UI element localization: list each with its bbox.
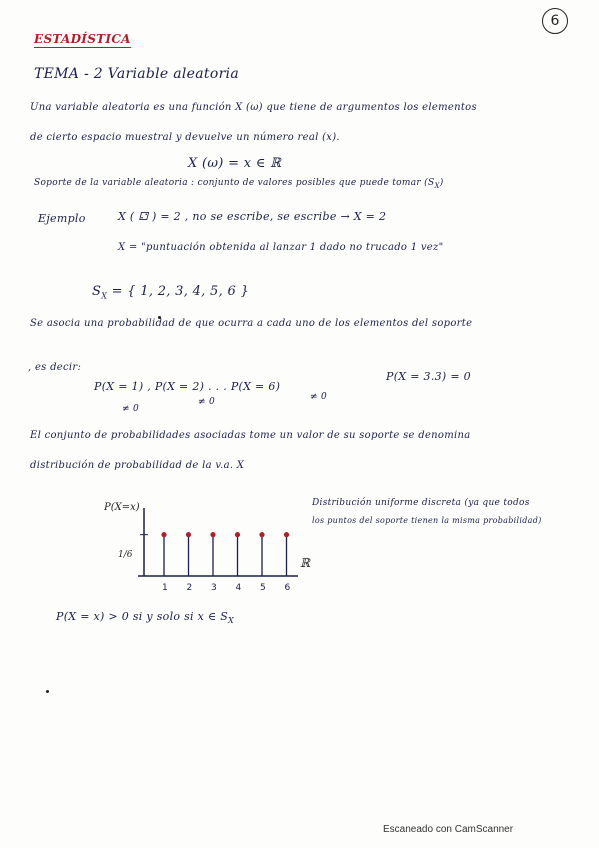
paragraph3-line1: El conjunto de probabilidades asociadas tome un valor de su soporte se denomina xyxy=(30,430,471,441)
soporte-definition: Soporte de la variable aleatoria : conjunto de valores posibles que puede tomar $(S_X)$ xyxy=(34,178,444,190)
distribution-plot xyxy=(100,498,330,598)
x-tick-label-4: 4 xyxy=(235,583,242,593)
soporte-definition-end: ) xyxy=(439,178,444,188)
scanner-footer: Escaneado con CamScanner xyxy=(383,824,514,835)
point-1 xyxy=(161,532,166,537)
not-zero-mark-3: ≠ 0 xyxy=(310,392,328,402)
support-set: $S_X$ = { 1, 2, 3, 4, 5, 6 } xyxy=(92,284,250,301)
probability-zero: P(X = 3.3) = 0 xyxy=(386,370,471,383)
heading: ESTADÍSTICA xyxy=(34,32,131,46)
point-5 xyxy=(259,532,264,537)
x-tick-label-6: 6 xyxy=(284,583,291,593)
point-6 xyxy=(284,532,289,537)
paragraph1-line1: Una variable aleatoria es una función X (ω) que tiene de argumentos los elementos xyxy=(30,102,477,113)
ink-dot xyxy=(46,690,49,693)
ejemplo-label: Ejemplo xyxy=(38,212,86,225)
topic-title: TEMA - 2 Variable aleatoria xyxy=(34,66,239,82)
plot-ytick-label: 1/6 xyxy=(118,550,133,560)
paragraph3-line2: distribución de probabilidad de la v.a. X xyxy=(30,460,245,471)
probabilities-list: P(X = 1) , P(X = 2) . . . P(X = 6) xyxy=(94,380,281,393)
ejemplo-line1: X ( ⚁ ) = 2 , no se escribe, se escribe → X = 2 xyxy=(118,210,387,223)
final-statement-text: P(X = x) > 0 si y solo si x ∈ S xyxy=(56,610,229,623)
paragraph2-line1: Se asocia una probabilidad de que ocurra a cada uno de los elementos del soporte xyxy=(30,318,473,329)
support-set-values: = { 1, 2, 3, 4, 5, 6 } xyxy=(111,284,250,299)
support-set-symbol: S xyxy=(92,284,102,299)
x-tick-label-3: 3 xyxy=(211,583,217,593)
formula-1: X (ω) = x ∈ ℝ xyxy=(188,156,282,171)
paragraph2-line2: , es decir: xyxy=(28,362,82,373)
plot-ylabel: P(X=x) xyxy=(104,502,140,513)
point-3 xyxy=(210,532,215,537)
page-number: 6 xyxy=(542,8,568,34)
plot-marks xyxy=(161,532,290,593)
x-tick-label-5: 5 xyxy=(260,583,266,593)
point-2 xyxy=(186,532,191,537)
paragraph1-line2: de cierto espacio muestral y devuelve un número real (x). xyxy=(30,132,340,143)
point-4 xyxy=(235,532,240,537)
distribution-note-line1: Distribución uniforme discreta (ya que todos xyxy=(312,498,530,508)
distribution-note-line2: los puntos del soporte tienen la misma probabilidad) xyxy=(312,516,542,525)
final-statement: P(X = x) > 0 si y solo si x ∈ $S_X$ xyxy=(56,610,235,626)
plot-xlabel: ℝ xyxy=(300,556,310,570)
not-zero-mark-1: ≠ 0 xyxy=(122,404,140,414)
soporte-definition-text: Soporte de la variable aleatoria : conjunto de valores posibles que puede tomar (S xyxy=(34,178,435,188)
plot-axes xyxy=(138,508,298,576)
x-tick-label-1: 1 xyxy=(162,583,168,593)
ejemplo-line2: X = "puntuación obtenida al lanzar 1 dado no trucado 1 vez" xyxy=(118,242,444,253)
x-tick-label-2: 2 xyxy=(186,583,193,593)
not-zero-mark-2: ≠ 0 xyxy=(198,397,216,407)
